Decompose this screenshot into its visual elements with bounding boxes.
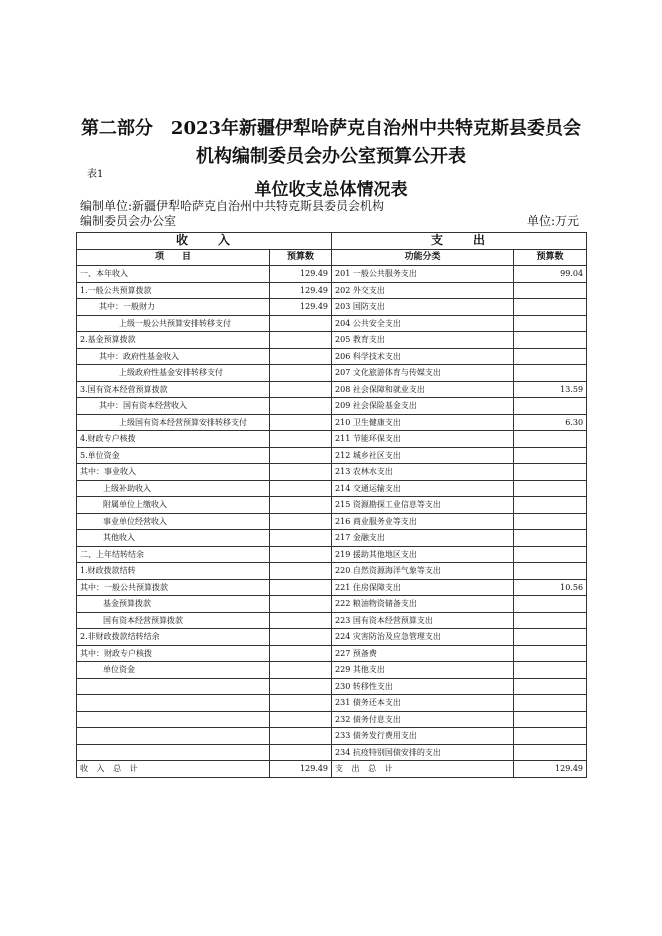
expense-item: 211 节能环保支出: [332, 431, 514, 448]
expense-header: 支 出: [332, 233, 587, 250]
expense-value: [514, 596, 587, 613]
currency-unit: 单位:万元: [526, 214, 579, 228]
table-row: [77, 596, 587, 613]
income-item: 1.一般公共预算拨款: [77, 282, 270, 299]
expense-value: [514, 629, 587, 646]
col-item-header: 项 目: [77, 249, 270, 266]
table-row: [77, 662, 587, 679]
expense-value: [514, 546, 587, 563]
income-value: [270, 464, 332, 481]
expense-value: [514, 513, 587, 530]
income-value: [270, 398, 332, 415]
table-row: [77, 332, 587, 349]
income-item: [77, 728, 270, 745]
income-value: [270, 629, 332, 646]
income-item: 上级国有资本经营预算安排转移支付: [77, 414, 270, 431]
income-value: [270, 662, 332, 679]
table-row: [77, 431, 587, 448]
income-value: [270, 480, 332, 497]
expense-value: [514, 332, 587, 349]
income-item: 附属单位上缴收入: [77, 497, 270, 514]
expense-value: [514, 299, 587, 316]
expense-value: [514, 348, 587, 365]
income-value: [270, 365, 332, 382]
income-value: [270, 645, 332, 662]
expense-item: 217 金融支出: [332, 530, 514, 547]
income-item: 其中：一般财力: [77, 299, 270, 316]
income-item: 1.财政拨款结转: [77, 563, 270, 580]
expense-item: 212 城乡社区支出: [332, 447, 514, 464]
table-row: [77, 414, 587, 431]
expense-item: 207 文化旅游体育与传媒支出: [332, 365, 514, 382]
budget-table: [76, 232, 587, 778]
table-row: [77, 315, 587, 332]
expense-item: 231 债务还本支出: [332, 695, 514, 712]
income-value: [270, 596, 332, 613]
expense-value: [514, 398, 587, 415]
expense-value: 13.59: [514, 381, 587, 398]
income-item: 5.单位资金: [77, 447, 270, 464]
expense-item: 227 预备费: [332, 645, 514, 662]
income-item: 其中：政府性基金收入: [77, 348, 270, 365]
income-item: [77, 695, 270, 712]
expense-item: 219 援助其他地区支出: [332, 546, 514, 563]
income-value: [270, 332, 332, 349]
table-row: [77, 612, 587, 629]
col-function-header: 功能分类: [332, 249, 514, 266]
expense-item: 216 商业服务业等支出: [332, 513, 514, 530]
expense-item: 233 债务发行费用支出: [332, 728, 514, 745]
income-header: 收 入: [77, 233, 332, 250]
expense-item: 209 社会保险基金支出: [332, 398, 514, 415]
expense-value: [514, 695, 587, 712]
expense-item: 214 交通运输支出: [332, 480, 514, 497]
income-item: 基金预算拨款: [77, 596, 270, 613]
income-item: 二、上年结转结余: [77, 546, 270, 563]
total-expense-label: 支 出 总 计: [332, 761, 514, 778]
income-item: [77, 711, 270, 728]
income-item: 上级政府性基金安排转移支付: [77, 365, 270, 382]
table-row: [77, 678, 587, 695]
income-item: 其中：事业收入: [77, 464, 270, 481]
expense-item: 220 自然资源海洋气象等支出: [332, 563, 514, 580]
expense-value: [514, 645, 587, 662]
expense-item: 213 农林水支出: [332, 464, 514, 481]
expense-value: [514, 711, 587, 728]
page-title-line-1: 第二部分 2023年新疆伊犁哈萨克自治州中共特克斯县委员会: [80, 118, 582, 139]
table-row: [77, 381, 587, 398]
income-value: [270, 579, 332, 596]
table-column-header: [77, 249, 587, 266]
table-row: [77, 348, 587, 365]
income-item: 单位资金: [77, 662, 270, 679]
expense-value: [514, 728, 587, 745]
total-income-value: 129.49: [270, 761, 332, 778]
expense-item: 204 公共安全支出: [332, 315, 514, 332]
expense-value: [514, 464, 587, 481]
expense-item: 229 其他支出: [332, 662, 514, 679]
expense-value: [514, 315, 587, 332]
table-row: [77, 464, 587, 481]
expense-value: [514, 563, 587, 580]
table-row: [77, 447, 587, 464]
table-title: 单位收支总体情况表: [254, 180, 408, 200]
income-value: 129.49: [270, 282, 332, 299]
expense-item: 222 粮油物资储备支出: [332, 596, 514, 613]
expense-value: 6.30: [514, 414, 587, 431]
income-item: [77, 678, 270, 695]
table-row: [77, 744, 587, 761]
page-title-line-2: 机构编制委员会办公室预算公开表: [196, 146, 466, 167]
income-value: [270, 530, 332, 547]
income-item: 一、本年收入: [77, 266, 270, 283]
table-row: [77, 299, 587, 316]
expense-value: [514, 431, 587, 448]
table-row: [77, 695, 587, 712]
income-item: 其中：一般公共预算拨款: [77, 579, 270, 596]
expense-value: [514, 365, 587, 382]
expense-item: 210 卫生健康支出: [332, 414, 514, 431]
income-value: [270, 431, 332, 448]
expense-value: [514, 662, 587, 679]
expense-value: [514, 678, 587, 695]
expense-value: [514, 744, 587, 761]
income-value: [270, 513, 332, 530]
table-row: [77, 398, 587, 415]
table-number: 表1: [87, 169, 104, 180]
expense-value: 99.04: [514, 266, 587, 283]
table-row: [77, 546, 587, 563]
income-item: 2.非财政拨款结转结余: [77, 629, 270, 646]
income-item: 事业单位经营收入: [77, 513, 270, 530]
col-budget2-header: 预算数: [514, 249, 587, 266]
table-row: [77, 266, 587, 283]
table-row: [77, 365, 587, 382]
income-value: [270, 497, 332, 514]
income-value: [270, 447, 332, 464]
table-row: [77, 282, 587, 299]
income-item: 其中：财政专户核拨: [77, 645, 270, 662]
income-value: 129.49: [270, 299, 332, 316]
expense-value: 10.56: [514, 579, 587, 596]
col-budget-header: 预算数: [270, 249, 332, 266]
expense-item: 224 灾害防治及应急管理支出: [332, 629, 514, 646]
table-row: [77, 728, 587, 745]
income-value: [270, 744, 332, 761]
table-row: [77, 711, 587, 728]
income-value: 129.49: [270, 266, 332, 283]
income-item: 上级补助收入: [77, 480, 270, 497]
table-row: [77, 530, 587, 547]
table-row: [77, 563, 587, 580]
expense-item: 230 转移性支出: [332, 678, 514, 695]
income-value: [270, 711, 332, 728]
table-row: [77, 579, 587, 596]
income-value: [270, 348, 332, 365]
expense-item: 206 科学技术支出: [332, 348, 514, 365]
unit-name-line-2: 编制委员会办公室: [80, 214, 177, 228]
expense-value: [514, 497, 587, 514]
table-row: [77, 629, 587, 646]
income-value: [270, 678, 332, 695]
income-value: [270, 695, 332, 712]
total-expense-value: 129.49: [514, 761, 587, 778]
income-value: [270, 563, 332, 580]
expense-value: [514, 530, 587, 547]
income-item: 2.基金预算拨款: [77, 332, 270, 349]
expense-value: [514, 447, 587, 464]
income-value: [270, 612, 332, 629]
expense-value: [514, 612, 587, 629]
total-income-label: 收 入 总 计: [77, 761, 270, 778]
expense-item: 234 抗疫特别国债安排的支出: [332, 744, 514, 761]
expense-item: 232 债务付息支出: [332, 711, 514, 728]
expense-value: [514, 480, 587, 497]
income-item: [77, 744, 270, 761]
income-value: [270, 381, 332, 398]
total-row: [77, 761, 587, 778]
income-value: [270, 728, 332, 745]
income-item: 3.国有资本经营预算拨款: [77, 381, 270, 398]
table-row: [77, 497, 587, 514]
income-item: 4.财政专户核拨: [77, 431, 270, 448]
expense-item: 221 住房保障支出: [332, 579, 514, 596]
income-value: [270, 315, 332, 332]
expense-item: 203 国防支出: [332, 299, 514, 316]
expense-value: [514, 282, 587, 299]
unit-name-line-1: 编制单位:新疆伊犁哈萨克自治州中共特克斯县委员会机构: [80, 199, 385, 213]
income-item: 其他收入: [77, 530, 270, 547]
income-value: [270, 546, 332, 563]
expense-item: 208 社会保障和就业支出: [332, 381, 514, 398]
income-item: 上级一般公共预算安排转移支付: [77, 315, 270, 332]
table-row: [77, 645, 587, 662]
expense-item: 201 一般公共服务支出: [332, 266, 514, 283]
income-value: [270, 414, 332, 431]
table-section-header: [77, 233, 587, 250]
expense-item: 215 资源勘探工业信息等支出: [332, 497, 514, 514]
table-row: [77, 480, 587, 497]
table-row: [77, 513, 587, 530]
income-item: 其中：国有资本经营收入: [77, 398, 270, 415]
income-item: 国有资本经营预算拨款: [77, 612, 270, 629]
expense-item: 202 外交支出: [332, 282, 514, 299]
expense-item: 205 教育支出: [332, 332, 514, 349]
expense-item: 223 国有资本经营预算支出: [332, 612, 514, 629]
